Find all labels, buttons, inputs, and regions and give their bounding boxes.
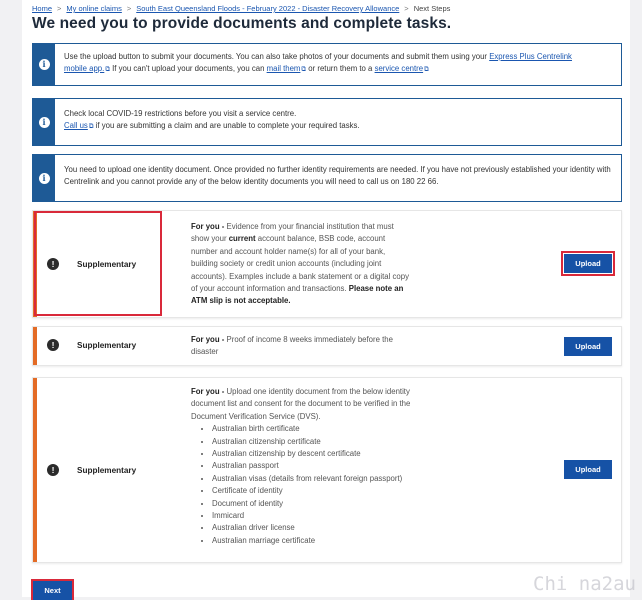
alert-icon: !	[47, 339, 59, 351]
for-you-label: For you -	[191, 335, 227, 344]
document-type-label: Supplementary	[77, 466, 137, 475]
list-item: • Document of identity	[212, 498, 423, 510]
list-item: • Australian marriage certificate	[212, 535, 423, 547]
link-text: Express Plus Centrelink	[489, 52, 572, 61]
service-centre-link[interactable]: service centre	[374, 64, 424, 73]
list-item: • Australian driver license	[212, 522, 423, 534]
document-description	[191, 221, 413, 308]
call-us-link[interactable]: Call us	[64, 121, 88, 130]
breadcrumb	[32, 4, 450, 13]
document-card-bank-evidence	[32, 210, 622, 318]
info-icon: i	[39, 59, 50, 70]
list-item: • Australian birth certificate	[212, 423, 423, 435]
document-card-proof-of-income	[32, 326, 622, 366]
alert-text	[55, 99, 368, 145]
alert-text-part: Check local COVID-19 restrictions before you visit a service centre.	[64, 109, 297, 118]
covid-alert	[32, 98, 622, 146]
upload-info-alert	[32, 43, 622, 86]
upload-button-proof-of-income[interactable]: Upload	[564, 337, 612, 356]
breadcrumb-claims-link[interactable]: My online claims	[66, 4, 122, 13]
list-item: • Certificate of identity	[212, 485, 423, 497]
external-link-icon: ⧉	[88, 123, 94, 130]
document-description	[191, 334, 413, 359]
page-title: We need you to provide documents and complete tasks.	[32, 15, 452, 32]
alert-text-part: or return them to a	[306, 64, 375, 73]
alert-icon: !	[47, 258, 59, 270]
alert-bar	[33, 155, 55, 201]
desc-bold: current	[228, 234, 256, 244]
identity-alert	[32, 154, 622, 202]
alert-text-part: if you are submitting a claim and are unable to complete your required tasks.	[93, 121, 360, 130]
desc-text: Evidence from your financial institution that must show your	[191, 222, 394, 244]
page	[22, 0, 630, 597]
watermark: Chi na2au	[533, 573, 636, 595]
upload-button-bank-evidence[interactable]: Upload	[564, 254, 612, 273]
desc-text: account balance, BSB code, account number and account holder name(s) for all of your bank, building society or credit union accounts (including joint accounts). Examples include a bank statement or a digital copy of your account information and transactions.	[191, 234, 409, 294]
desc-note: Please note an ATM slip is not acceptable.	[191, 284, 404, 306]
breadcrumb-separator: >	[404, 4, 409, 13]
alert-text-part: Use the upload button to submit your documents. You can also take photos of your documents and submit them using your	[64, 52, 490, 61]
document-type-label: Supplementary	[77, 341, 137, 350]
external-link-icon: ⧉	[424, 66, 429, 73]
list-item: • Australian citizenship certificate	[212, 436, 423, 448]
document-type-label: Supplementary	[77, 260, 137, 269]
identity-document-list	[191, 423, 423, 547]
info-icon: i	[39, 173, 50, 184]
alert-bar	[33, 99, 55, 145]
for-you-label: For you -	[191, 387, 227, 396]
alert-text-part: If you can't upload your documents, you can	[109, 64, 267, 73]
desc-text: Upload one identity document from the below identity document list and consent for the document to be verified in the Document Verification Service (DVS).	[191, 387, 411, 421]
breadcrumb-current: Next Steps	[413, 4, 451, 13]
alert-text	[55, 44, 580, 85]
document-card-identity	[32, 377, 622, 563]
list-item: • Australian citizenship by descent certificate	[212, 448, 423, 460]
breadcrumb-claim-link[interactable]: South East Queensland Floods - February 2022 - Disaster Recovery Allowance	[136, 4, 400, 13]
breadcrumb-separator: >	[57, 4, 62, 13]
card-accent-bar	[33, 378, 37, 562]
for-you-label: For you -	[191, 222, 227, 231]
upload-button-identity[interactable]: Upload	[564, 460, 612, 479]
breadcrumb-home-link[interactable]: Home	[32, 4, 53, 13]
document-description	[191, 386, 423, 547]
external-link-icon: ⧉	[105, 66, 110, 73]
link-text: mobile app.	[64, 64, 105, 73]
list-item: • Australian passport	[212, 460, 423, 472]
external-link-icon: ⧉	[301, 66, 307, 73]
next-button[interactable]: Next	[33, 581, 72, 600]
alert-icon: !	[47, 464, 59, 476]
alert-text: You need to upload one identity document. Once provided no further identity requirements are needed. If you have not previously established your identity with Centrelink and you cannot provide any of the below identity documents you will need to call us on 180 22 66.	[64, 165, 611, 186]
desc-text: Proof of income 8 weeks immediately before the disaster	[191, 335, 393, 357]
alert-bar	[33, 44, 55, 85]
list-item: • Australian visas (details from relevant foreign passport)	[212, 473, 423, 485]
mail-them-link[interactable]: mail them	[266, 64, 301, 73]
list-item: • Immicard	[212, 510, 423, 522]
info-icon: i	[39, 117, 50, 128]
card-accent-bar	[33, 327, 37, 365]
breadcrumb-separator: >	[126, 4, 132, 13]
